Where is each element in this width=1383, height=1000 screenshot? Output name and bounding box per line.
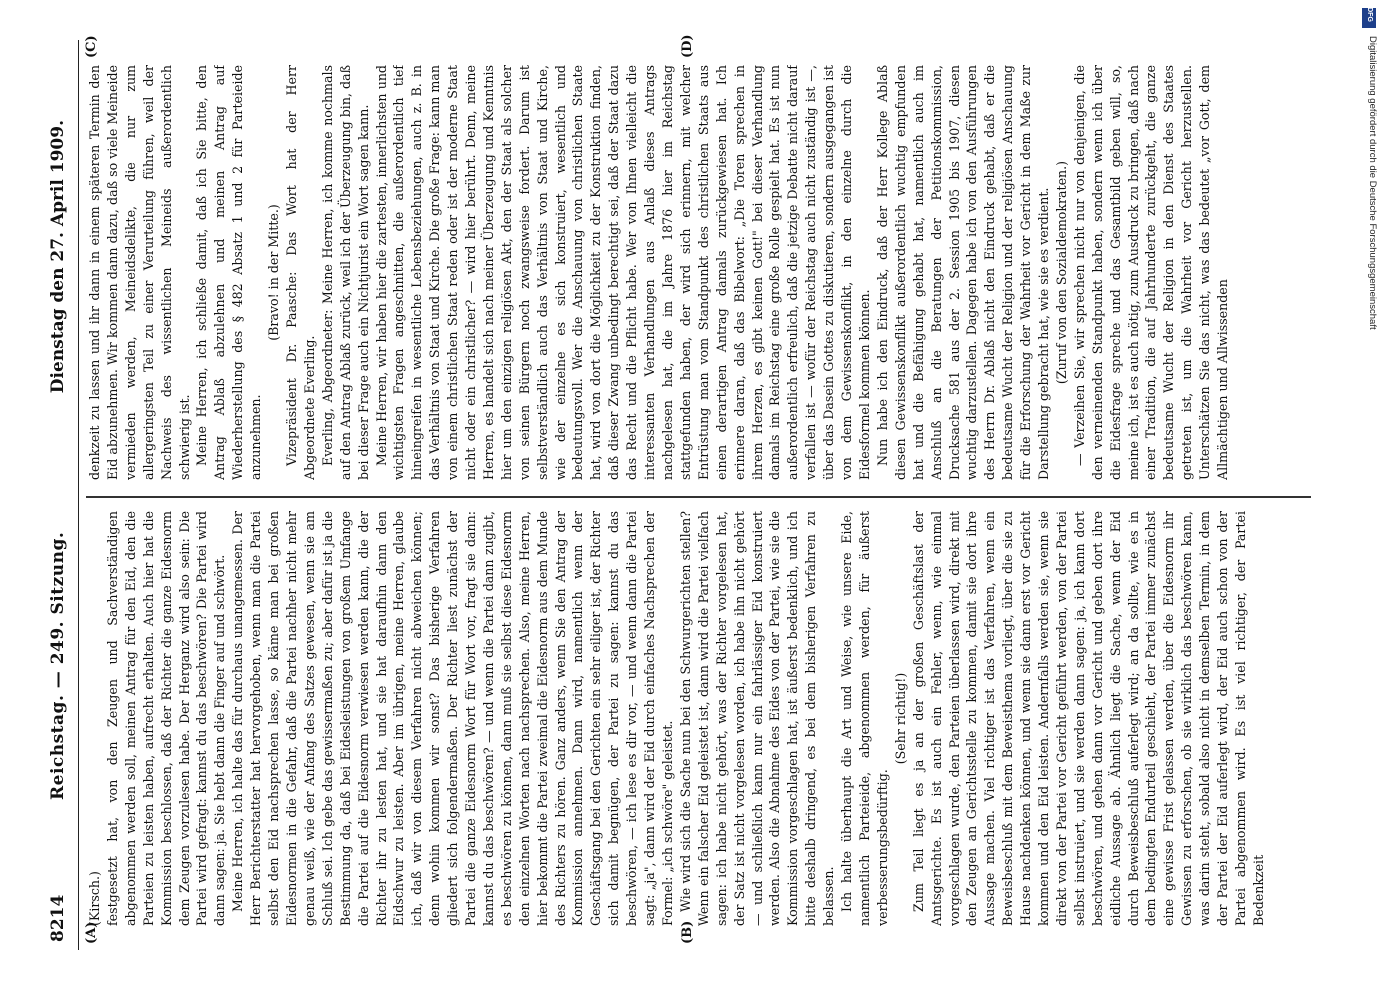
credit-text: Digitalisierung gefördert durch die Deutsche Forschungsgemeinschaft: [1367, 36, 1378, 330]
paragraph: (Kirsch.): [87, 871, 102, 926]
session-date: Dienstag den 27. April 1909.: [48, 120, 68, 394]
paragraph: Meine Herren, wir haben hier die zartesten, innerlichsten und wichtigsten Fragen angeschnitten, die außerordentlich tief hineingreifen in wesentliche Lebensbeziehungen, auch z. B. in das Verhältnis von Staat und Kirche. Die große Frage: kann man von einem christlichen Staat reden oder ist der moderne Staat nicht oder ein christlicher? — wird hier berührt. Denn, meine Herren, es handelt sich nach meiner Überzeugung und Kenntnis hier um den einzigen religiösen Akt, den der Staat als solcher von seinen Bürgern noch zwangsweise fordert. Darum ist selbstverständlich auch das Verhältnis von Staat und Kirche, wie der einzelne es sich konstruiert, wesentlich und bedeutungsvoll. Wer die Anschauung von christlichen Staate hat, wird von dort die Möglichkeit zu der Konstruktion finden, daß dieser Zwang unbedingt berechtigt sei, daß der Staat dazu das Recht und die Pflicht habe. Wer von Ihnen vielleicht die interessanten Verhandlungen aus Anlaß dieses Antrags nachgelesen hat, die im Jahre 1876 hier im Reichstag stattgefunden haben, der wird sich erinnern, mit welcher Entrüstung man vom Standpunkt des christlichen Staats aus einen derartigen Antrag damals zurückgewiesen hat. Ich erinnere daran, daß das Bibelwort: „Die Toren sprechen in ihrem Herzen, es gibt keinen Gott!" bei dieser Verhandlung damals im Reichstag eine große Rolle gespielt hat. Es ist nun außerordentlich erfreulich, daß die jetzige Debatte nicht darauf verfallen ist — wofür der Reichstag auch nicht zuständig ist —, über das Dasein Gottes zu diskutieren, sondern ausgegangen ist von dem Gewissenskonflikt, in den einzelne durch die Eidesformel kommen können.: [373, 65, 872, 480]
paragraph: Zum Teil liegt es ja an der großen Geschäftslast der Amtsgerichte. Es ist auch ein Fehler, wenn, wie einmal vorgeschlagen wurde, den Parteien überlassen wird, direkt mit den Zeugen an Gerichtsstelle zu kommen, damit sie dort ihre Aussage machen. Viel richtiger ist das Verfahren, wenn ein Beweisbeschluß mit dem Beweisthema vorliegt, über die sie zu Hause nachdenken können, und wenn sie dann erst vor Gericht kommen und den Eid leisten. Andernfalls werden sie, wenn sie direkt von der Partei vor Gericht geführt werden, von der Partei selbst instruiert, und sie werden dann sagen: ja, ich kann dort beschwören, und gehen dann vor Gericht und geben dort ihre eidliche Aussage ab. Ähnlich liegt die Sache, wenn der Eid durch Beweisbeschluß auferlegt wird; an da sollte, wie es in dem bedingten Endurteil geschieht, der Partei immer zunächst eine gewisse Frist gelassen werden, über die Eidesnorm ihr Gewissen zu erforschen, ob sie wirklich das beschwören kann, was darin steht, sobald also nicht in demselben Termin, in dem der Partei der Eid auferlegt wird, der Eid auch schon von der Partei abgenommen wird. Es ist viel richtiger, der Partei Bedenkzeit: [910, 511, 1266, 926]
right-column: [86, 65, 1311, 480]
paragraph: — Verzeihen Sie, wir sprechen nicht nur von denjenigen, die den verneinenden Standpunkt haben, sondern wenn ich über die Eidesfrage spreche und das Gesamtbild geben will, so, meine ich, ist es auch nötig, zum Ausdruck zu bringen, daß nach einer Tradition, die auf Jahrhunderte zurückgeht, die ganze bedeutsame Wucht der Religion in den Dienst des Staates getreten ist, um die Wahrheit vor Gericht herzustellen. Unterschätzen Sie das nicht, was das bedeutet „vor Gott, dem Allmächtigen und Allwissenden: [1071, 65, 1231, 480]
left-column: [86, 511, 1311, 926]
paragraph: Ich halte überhaupt die Art und Weise, wie unsere Eide, namentlich Parteieide, abgenommen werden, für äußerst verbesserungsbedürftig.: [839, 511, 890, 926]
margin-marker-d: (D): [680, 34, 695, 58]
margin-marker-c: (C): [84, 35, 99, 58]
paragraph: (Sehr richtig!): [892, 672, 908, 765]
paragraph: Nun habe ich den Eindruck, daß der Herr Kollege Ablaß diesen Gewissenskonflikt außerordentlich wuchtig empfunden hat und die Befähigung gehabt hat, namentlich auch im Anschluß an die Beratungen der Petitionskommission, Drucksache 581 aus der 2. Session 1905 bis 1907, diesen wuchtig darzustellen. Dagegen habe ich von den Ausführungen des Herrn Dr. Ablaß nicht den Eindruck gehabt, daß er die bedeutsame Wucht der Religion und der religiösen Anschauung für die Erforschung der Wahrheit vor Gericht in dem Maße zur Darstellung gebracht hat, wie sie es verdient.: [874, 65, 1052, 480]
paragraph: Everling, Abgeordneter: Meine Herren, ich komme nochmals auf den Antrag Ablaß zurück, weil ich der Überzeugung bin, daß bei dieser Frage auch ein Nichtjurist ein Wort sagen kann.: [319, 65, 371, 480]
paragraph: Wie wird sich die Sache nun bei den Schwurgerichten stellen? Wenn ein falscher Eid geleistet ist, dann wird die Partei vielfach sagen: ich habe nicht gehört, was der Richter vorgelesen hat, der Satz ist nicht vorgelesen worden, ich habe ihn nicht gehört — und schließlich kann nur ein fahrlässiger Eid konstruiert werden. Also die Abnahme des Eides von der Partei, wie sie die Kommission vorgeschlagen hat, ist äußerst bedenklich, und ich bitte deshalb dringend, es bei dem bisherigen Verfahren zu belassen.: [677, 511, 837, 926]
paragraph: (Zuruf von den Sozialdemokraten.): [1053, 160, 1069, 385]
column-divider: [86, 497, 1311, 499]
paragraph: Meine Herren, ich halte das für durchaus unangemessen. Der Herr Berichterstatter hat hervorgehoben, wenn man die Partei selbst den Eid nachsprechen lasse, so käme man bei großen Eidesnormen in die Gefahr, daß die Partei nachher nicht mehr genau weiß, wie der Anfang des Satzes gewesen, wenn sie am Schluß sei. Ich gebe das gewissermaßen zu; aber dafür ist ja die Bestimmung da, daß bei Eidesleistungen von großem Umfange die Partei auf die Eidesnorm verwiesen werden kann, die der Richter ihr zu lesten hat, und sie hat daraufhin dann den Eidschwur zu leisten. Aber im übrigen, meine Herren, glaube ich, daß wir von diesem Verfahren nicht abweichen können; denn wohin kommen wir sonst? Das bisherige Verfahren gliedert sich folgendermaßen. Der Richter liest zunächst der Partei die ganze Eidesnorm Wort für Wort vor, fragt sie dann: kannst du das beschwören? — und wenn die Partei dann zugibt, es beschwören zu können, dann muß sie selbst diese Eidesnorm den einzelnen Worten nach nachsprechen. Also, meine Herren, hier bekommt die Partei zweimal die Eidesnorm aus dem Munde des Richters zu hören. Ganz anders, wenn Sie den Antrag der Kommission annehmen. Dann wird, namentlich wenn der Geschäftsgang bei den Gerichten ein sehr eiliger ist, der Richter sich damit begnügen, der Partei zu sagen: kannst du das beschwören, — ich lese es dir vor, — und wenn dann die Partei sagt: „ja", dann wird der Eid durch einfaches Nachsprechen der Formel: „ich schwöre" geleistet.: [230, 511, 675, 926]
page-header: [40, 40, 79, 950]
paragraph: (Bravo! in der Mitte.): [266, 204, 282, 341]
dfg-logo-text: DFG: [1365, 7, 1373, 22]
margin-marker-a: (A): [84, 921, 99, 944]
paragraph: denkzeit zu lassen und ihr dann in einem späteren Termin den Eid abzunehmen. Wir kommen dann dazu, daß so viele Meineide vermieden werden, Meineidsdelikte, die nur zum allergeringsten Teil zu einer Verurteilung führen, weil der Nachweis des wissentlichen Meineids außerordentlich schwierig ist.: [87, 65, 192, 480]
page-number: 8214: [48, 894, 68, 942]
digitization-credit: [1360, 6, 1382, 994]
margin-marker-b: (B): [680, 920, 695, 944]
paragraph: festgesetzt hat, von den Zeugen und Sachverständigen abgenommen werden soll, meinen Antrag für den Eid, den die Parteien zu leisten haben, aufrecht erhalten. Auch hier hat die Kommission beschlossen, daß der Richter die ganze Eidesnorm dem Zeugen vorzulesen habe. Der Herganz wird also sein: Die Partei wird gefragt: kannst du das beschwören? Die Partei wird dann sagen: ja. Sie hebt dann die Finger auf und schwört.: [104, 511, 228, 926]
paragraph: Meine Herren, ich schließe damit, daß ich Sie bitte, den Antrag Ablaß abzulehnen und meinen Antrag auf Wiederherstellung des § 482 Absatz 1 und 2 für Parteieide anzunehmen.: [194, 65, 264, 480]
rotated-page: [40, 34, 1340, 950]
paragraph: Vizepräsident Dr. Paasche: Das Wort hat der Herr Abgeordnete Everling.: [283, 65, 317, 480]
session-title: Reichstag. — 249. Sitzung.: [48, 531, 68, 800]
